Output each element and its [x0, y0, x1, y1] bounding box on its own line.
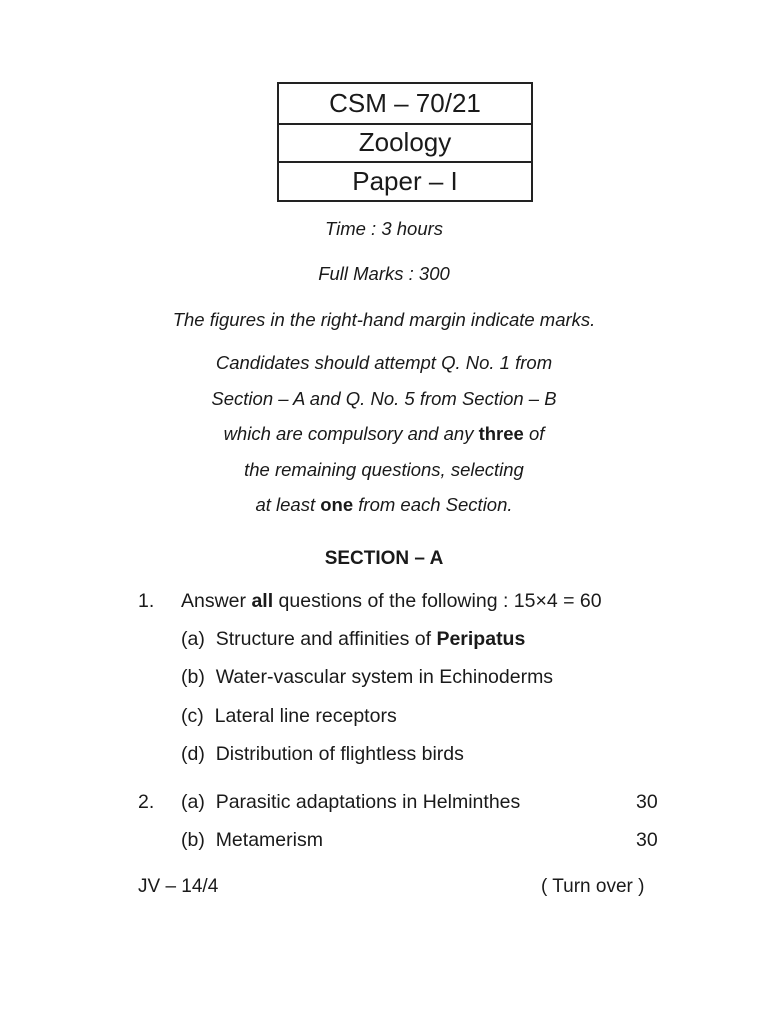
emphasis-three: three [478, 423, 524, 444]
instruction-line: Section – A and Q. No. 5 from Section – B [211, 387, 557, 409]
paper-number: Paper – I [279, 161, 531, 200]
section-a-title: SECTION – A [324, 548, 444, 569]
q2-part-b: (b) Metamerism [181, 829, 323, 851]
full-marks: Full Marks : 300 [318, 263, 450, 284]
instruction-line: the remaining questions, selecting [244, 458, 524, 480]
instructions [0, 345, 768, 523]
emphasis-one: one [320, 494, 354, 515]
q2-part-b-marks: 30 [636, 829, 658, 851]
q1-part-d: (d) Distribution of flightless birds [181, 743, 464, 765]
instruction-line: Candidates should attempt Q. No. 1 from [215, 352, 553, 373]
footer-code: JV – 14/4 [138, 876, 219, 897]
q2-number: 2. [138, 791, 155, 813]
q2-part-a-marks: 30 [636, 791, 658, 813]
q1-part-c: (c) Lateral line receptors [181, 705, 397, 727]
instruction-line: at least one from each Section. [255, 494, 513, 515]
subject-title: Zoology [279, 123, 531, 162]
q2-part-a: (a) Parasitic adaptations in Helminthes [181, 791, 521, 813]
q1-part-b: (b) Water-vascular system in Echinoderms [181, 666, 554, 688]
paper-code: CSM – 70/21 [329, 87, 481, 118]
instruction-line: which are compulsory and any three of [223, 423, 545, 444]
marks-note: The figures in the right-hand margin indicate marks. [172, 309, 596, 330]
q1-stem: Answer all questions of the following : 15×4 = 60 [181, 590, 602, 612]
q1-part-a: (a) Structure and affinities of Peripatus [181, 628, 526, 650]
paper-header-box [277, 82, 533, 202]
turn-over: ( Turn over ) [541, 876, 645, 897]
q1-number: 1. [138, 590, 155, 612]
time-allowed: Time : 3 hours [324, 218, 444, 239]
